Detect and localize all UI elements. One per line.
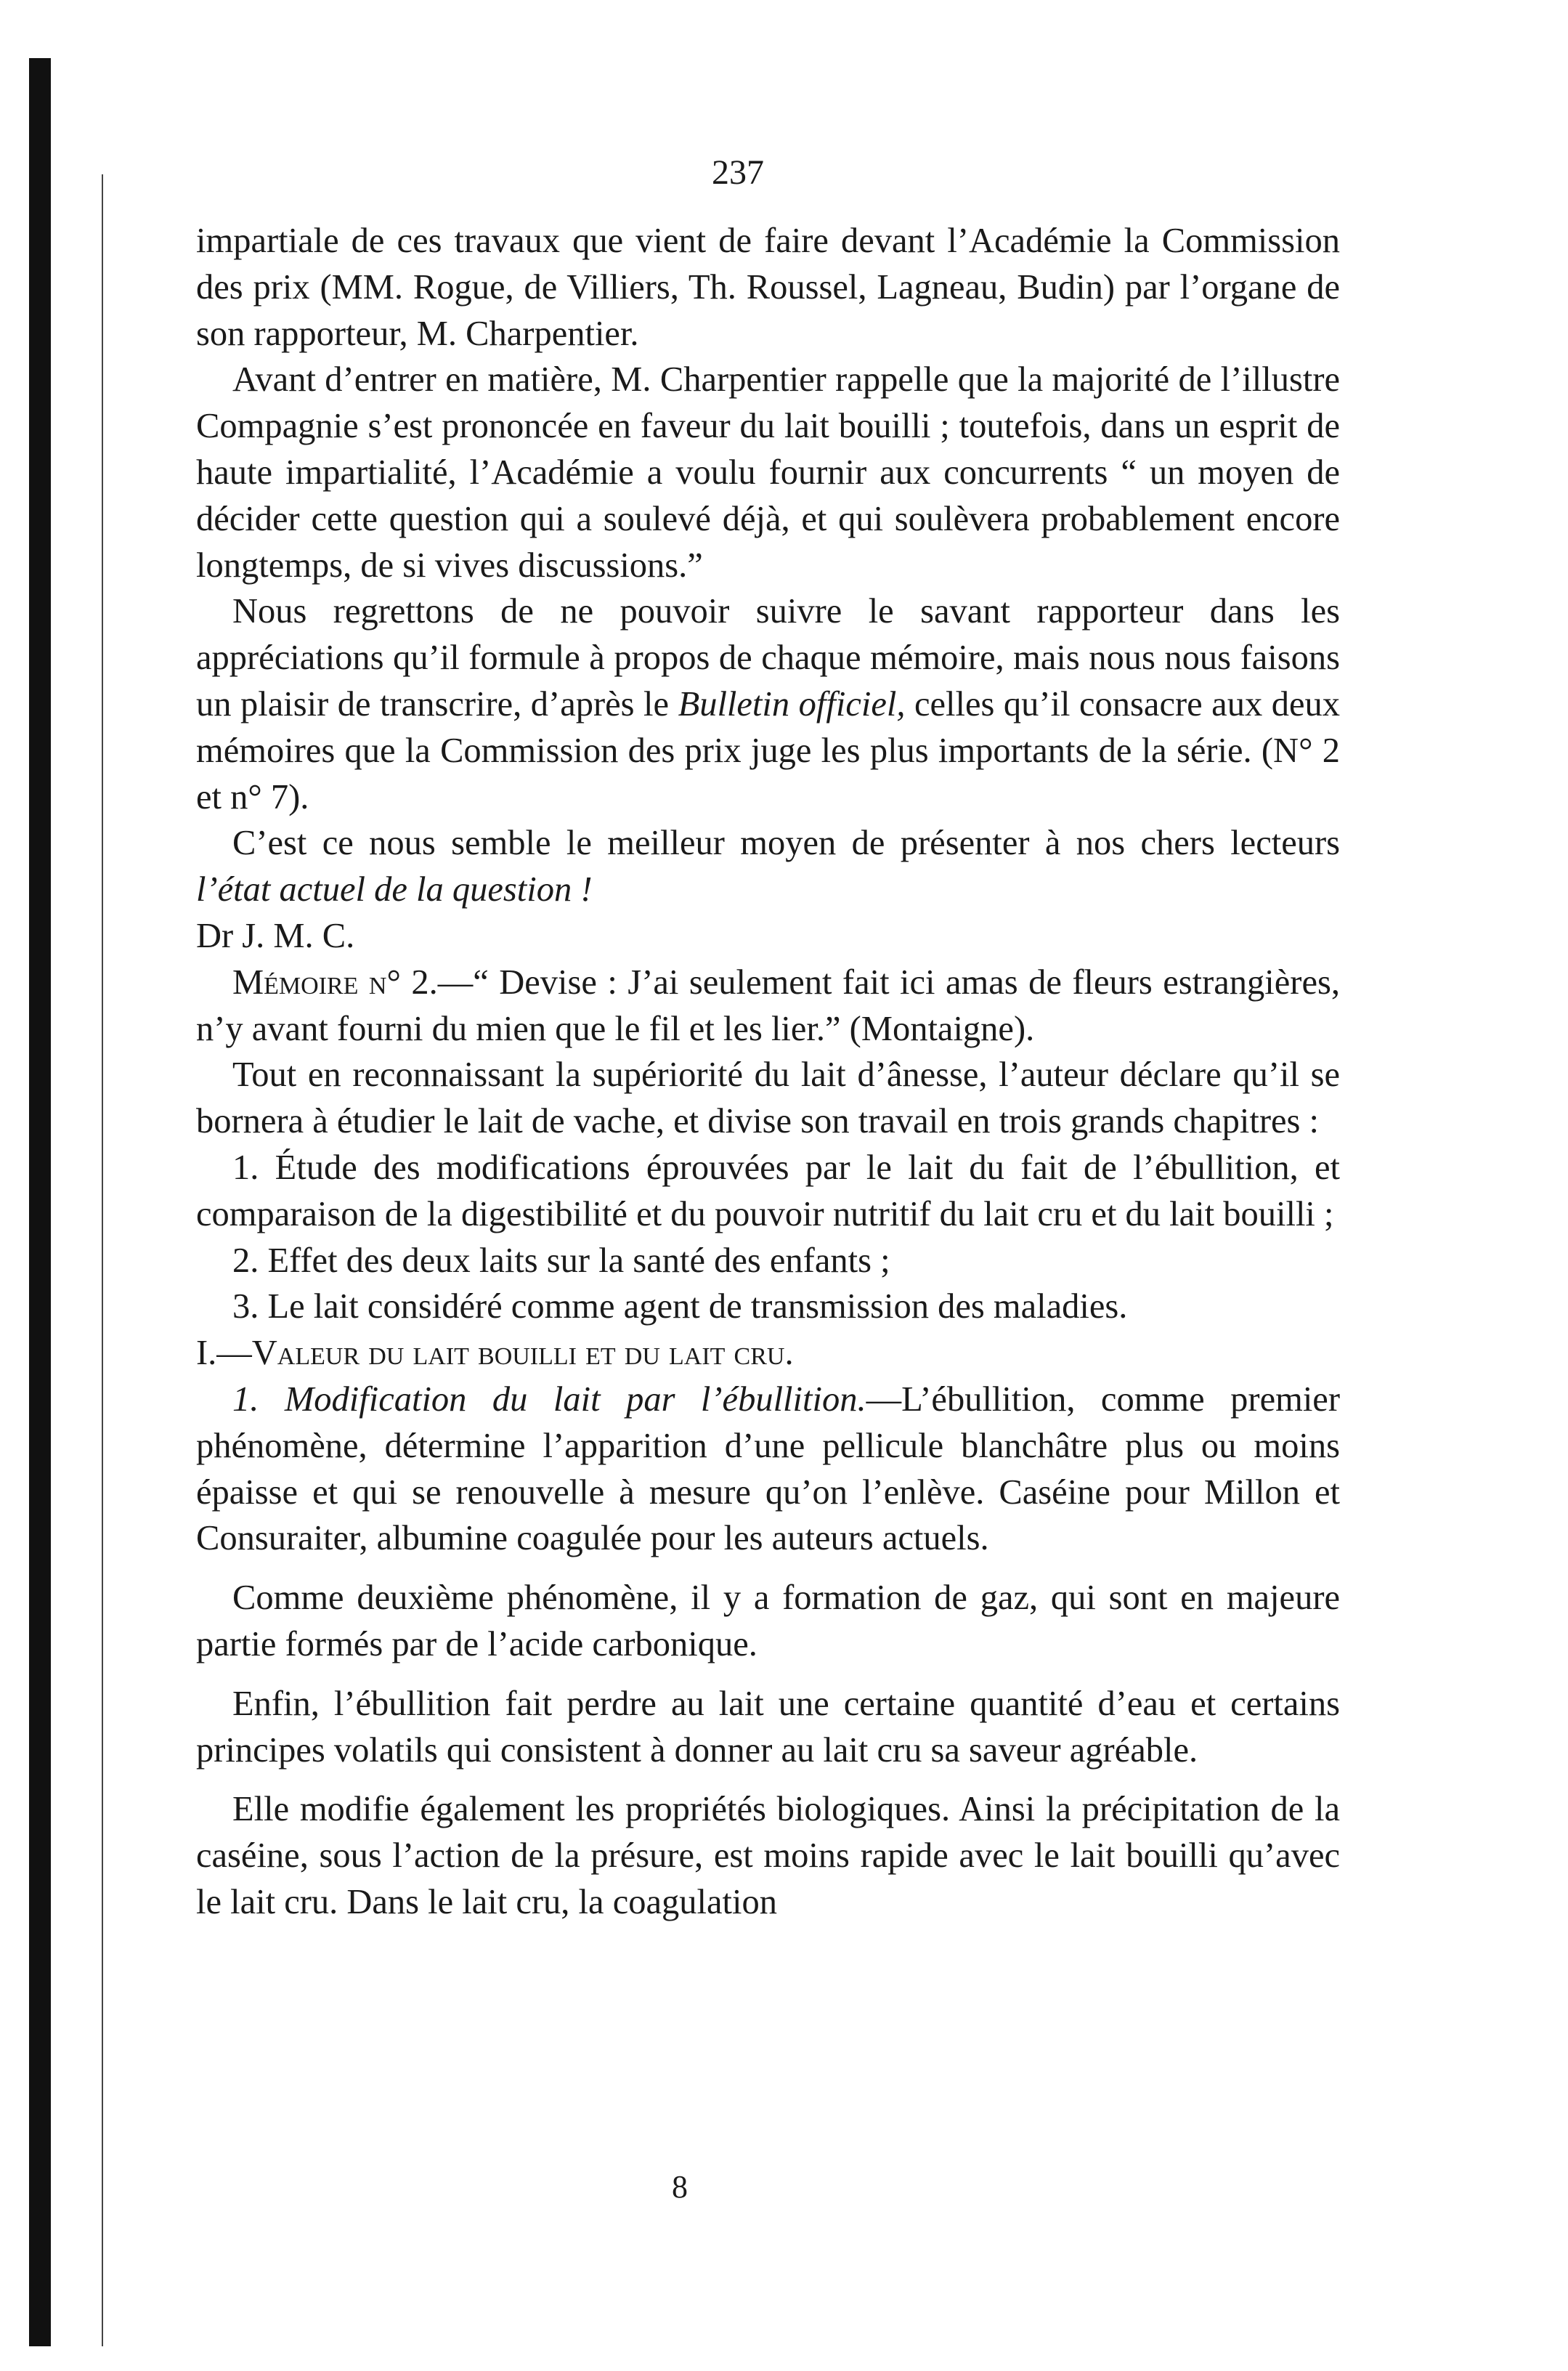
memoire-label: Mémoire n° 2. xyxy=(232,962,438,1002)
paragraph-1: impartiale de ces travaux que vient de faire devant l’Académie la Commission des prix (MM. Rogue, de Villiers, Th. Roussel, Lagneau, Budin) par l’organe de son rapporteur, M. Charpentier. xyxy=(196,222,1340,353)
list-item-3: 3. Le lait considéré comme agent de transmission des maladies. xyxy=(232,1287,1128,1326)
page-number: 237 xyxy=(712,153,764,192)
subsection-title: 1. Modification du lait par l’ébullition. xyxy=(232,1379,866,1419)
bulletin-officiel-title: Bulletin officiel, xyxy=(678,684,906,724)
paragraph-5: Tout en reconnaissant la supériorité du lait d’ânesse, l’auteur déclare qu’il se bornera à étudier le lait de vache, et divise son travail en trois grands chapitres : xyxy=(196,1055,1340,1141)
signature-mark: 8 xyxy=(672,2169,688,2205)
paragraph-4-text: C’est ce nous semble le meilleur moyen de présenter à nos chers lecteurs xyxy=(232,824,1340,863)
memoire-devise: —“ Devise : J’ai seulement fait ici amas de fleurs estrangières, n’y avant fourni du mien que le fil et les lier.” (Montaigne). xyxy=(196,962,1340,1048)
paragraph-2: Avant d’entrer en matière, M. Charpentier rappelle que la majorité de l’illustre Compagnie s’est prononcée en faveur du lait bouilli ; toutefois, dans un esprit de haute impartialité, l’Académie a voulu fournir aux concurrents “ un moyen de décider cette question qui a soulevé déjà, et qui soulèvera probablement encore longtemps, de si vives discussions.” xyxy=(196,360,1340,585)
paragraph-4 xyxy=(196,820,1340,913)
section-heading: I.—Valeur du lait bouilli et du lait cru. xyxy=(196,1334,794,1373)
paragraph-9: Elle modifie également les propriétés biologiques. Ainsi la précipitation de la caséine, sous l’action de la présure, est moins rapide avec le lait bouilli qu’avec le lait cru. Dans le lait cru, la coagulation xyxy=(196,1790,1340,1921)
paragraph-8: Enfin, l’ébullition fait perdre au lait une certaine quantité d’eau et certains principes volatils qui consistent à donner au lait cru sa saveur agréable. xyxy=(196,1684,1340,1770)
paragraph-6 xyxy=(196,1377,1340,1562)
binding-line xyxy=(102,174,103,2346)
paragraph-3 xyxy=(196,588,1340,820)
page-body xyxy=(196,218,1340,1926)
list-item-1: 1. Étude des modifications éprouvées par le lait du fait de l’ébullition, et comparaison de la digestibilité et du pouvoir nutritif du lait cru et du lait bouilli ; xyxy=(196,1148,1340,1233)
paragraph-7: Comme deuxième phénomène, il y a formation de gaz, qui sont en majeure partie formés par de l’acide carbonique. xyxy=(196,1578,1340,1663)
paragraph-3-text-a: Nous regrettons de ne pouvoir suivre le savant rapporteur dans les appréciations qu’il formule à propos de chaque mémoire, mais nous nous faisons un plaisir de transcrire, d’après le xyxy=(196,592,1340,724)
paragraph-4-italic: l’état actuel de la question ! xyxy=(196,870,593,909)
binding-edge-shadow xyxy=(29,58,51,2346)
signature: Dr J. M. C. xyxy=(196,916,355,955)
list-item-2: 2. Effet des deux laits sur la santé des enfants ; xyxy=(232,1241,890,1280)
paragraph-3-text-b: celles qu’il consacre aux deux mémoires que la Commission des prix juge les plus importants de la série. (N° 2 et n° 7). xyxy=(196,684,1340,816)
memoire-paragraph xyxy=(196,960,1340,1053)
paragraph-6-text: —L’ébullition, comme premier phénomène, détermine l’apparition d’une pellicule blanchâtre plus ou moins épaisse et qui se renouvelle à mesure qu’on l’enlève. Caséine pour Millon et Consuraiter, albumine coagulée pour les auteurs actuels. xyxy=(196,1379,1340,1558)
